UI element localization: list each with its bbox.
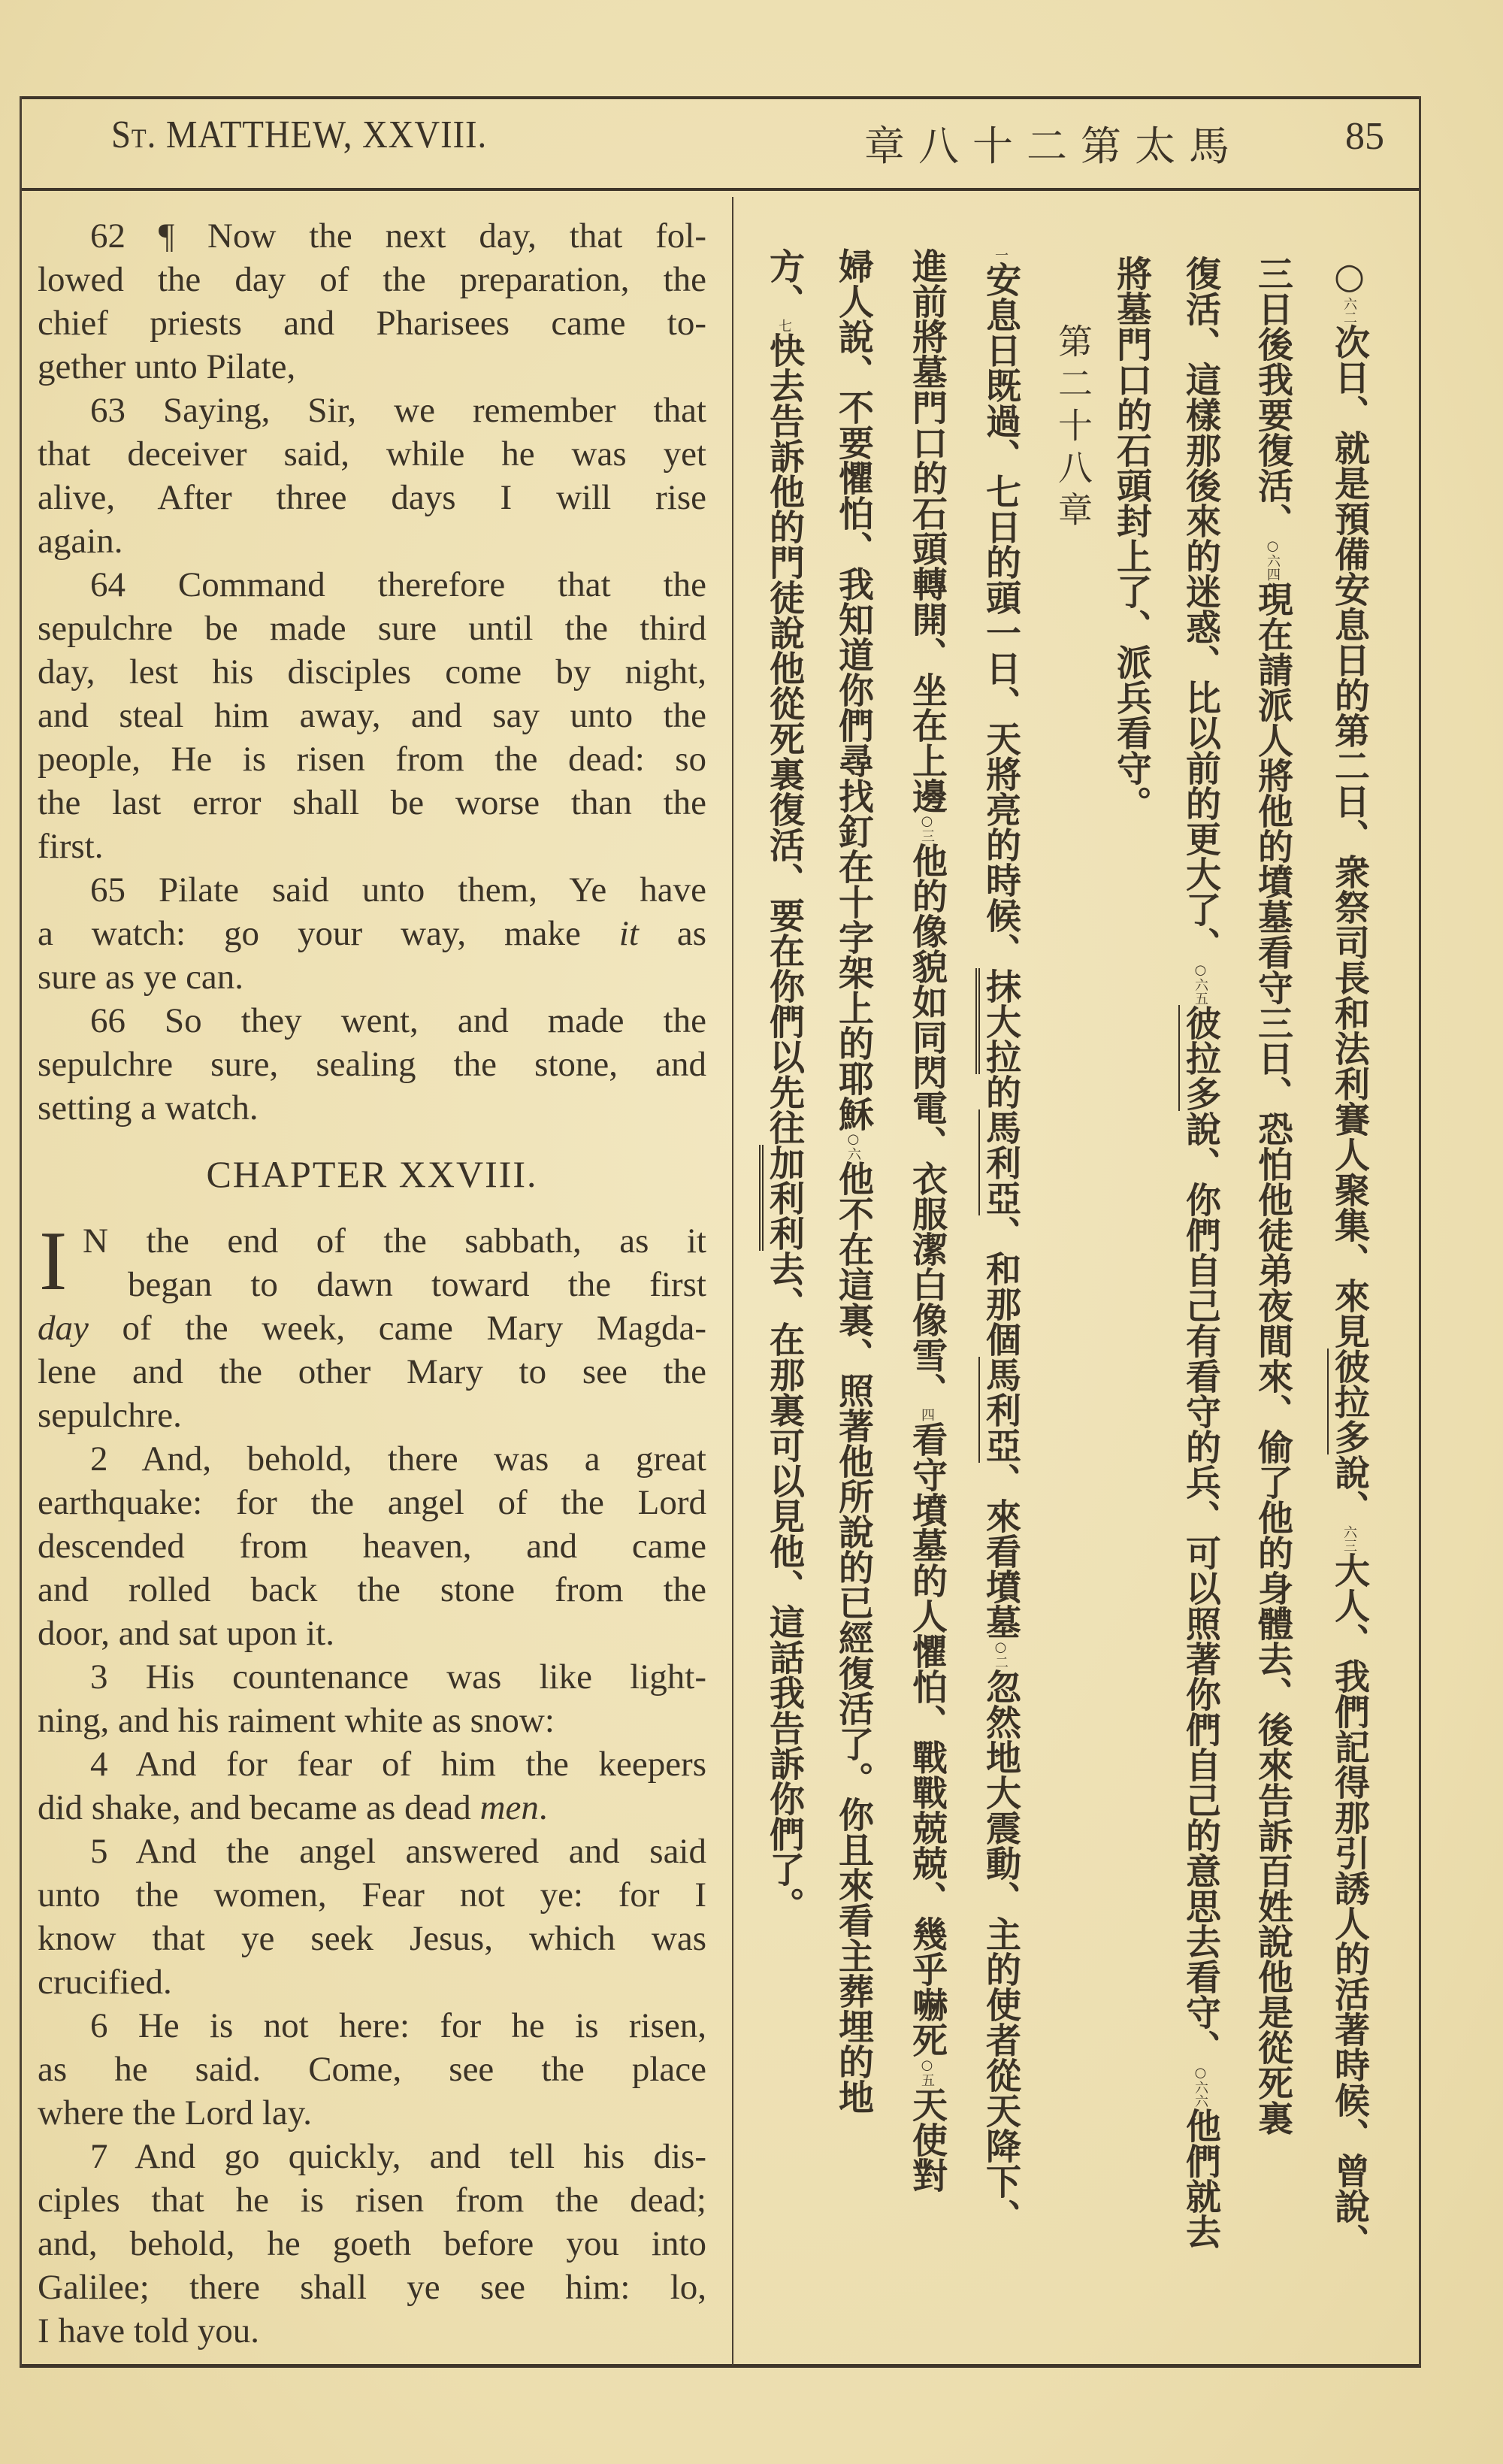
text-line: 6 He is not here: for he is risen, <box>90 2006 706 2045</box>
chinese-text: 復活、這樣那後來的迷惑、比以前的更大了、 <box>1180 256 1221 962</box>
verse-paragraph <box>38 1655 706 1742</box>
verse-paragraph <box>38 999 706 1130</box>
text-line: first. <box>38 827 104 866</box>
verse-paragraph <box>38 1742 706 1830</box>
text-line: 7 And go quickly, and tell his dis- <box>90 2137 706 2176</box>
chinese-text-column-line <box>761 248 806 1922</box>
verse-number-marker: 四 <box>919 1408 935 1421</box>
text-line: sure as ye can. <box>38 958 244 997</box>
frame-left-border <box>20 96 22 2366</box>
chinese-text: 說、你們自己有看守的兵、可以照著你們自己的意思去看守、 <box>1180 1111 1221 2065</box>
text-line: know that ye seek Jesus, which was <box>38 1919 706 1958</box>
chinese-text: 去、在那裏可以見他、這話我告訴你們了。 <box>764 1251 805 1922</box>
chapter-heading-english: CHAPTER XXVIII. <box>206 1153 538 1195</box>
text-line: I have told you. <box>38 2311 259 2350</box>
text-line: day of the week, came Mary Magda- <box>38 1309 706 1348</box>
proper-name: 馬利亞 <box>980 1109 1021 1215</box>
chinese-text: 安息日既過、七日的頭一日、天將亮的時候、 <box>980 262 1021 968</box>
verse-paragraph <box>38 868 706 999</box>
text-line: 63 Saying, Sir, we remember that <box>90 391 706 430</box>
verse-paragraph <box>38 2135 706 2353</box>
verse-paragraph <box>38 1830 706 2004</box>
verse-paragraph <box>38 1437 706 1655</box>
chinese-text-column-line <box>1178 256 1223 2249</box>
text-line: unto the women, Fear not ye: for I <box>38 1875 706 1915</box>
text-line: began to dawn toward the first <box>128 1265 706 1304</box>
frame-top-rule <box>20 96 1421 99</box>
chinese-text: 他不在這裏、照著他所說的已經復活了。你且來看主葬埋的地 <box>833 1161 874 2114</box>
chinese-text-column-line <box>1250 256 1295 2136</box>
verse-number-marker: ○三 <box>919 813 935 843</box>
chinese-text-column-line <box>1108 256 1154 821</box>
text-line: N the end of the sabbath, as it <box>83 1221 706 1261</box>
running-title-english: St. MATTHEW, XXVIII. <box>111 114 488 156</box>
verse-number-marker: ○六六 <box>1193 2065 1208 2108</box>
chinese-text-column-line <box>1326 256 1371 2259</box>
chinese-text: 方、 <box>764 248 805 319</box>
chinese-text: 、和那個 <box>980 1215 1021 1357</box>
chinese-text-column-line <box>830 248 875 2114</box>
text-line: 3 His countenance was like light- <box>90 1657 706 1697</box>
verse-number-marker: ○五 <box>919 2057 935 2087</box>
text-line: 64 Command therefore that the <box>90 565 706 604</box>
verse-number-marker: ○六四 <box>1265 538 1281 581</box>
chinese-text: 看守墳墓的人懼怕、戰戰兢兢、幾乎嚇死 <box>906 1421 948 2057</box>
text-line: sepulchre be made sure until the third <box>38 609 706 648</box>
text-line: ning, and his raiment white as snow: <box>38 1701 555 1740</box>
chinese-text: 他們就去 <box>1180 2108 1221 2249</box>
chinese-text: 快去告訴他的門徒說他從死裏復活、要在你們以先往 <box>764 332 805 1145</box>
verse-paragraph <box>38 1215 706 1437</box>
proper-name: 彼拉多 <box>1329 1349 1370 1454</box>
text-line: as he said. Come, see the place <box>38 2050 706 2089</box>
text-line: alive, After three days I will rise <box>38 478 706 517</box>
chinese-text-column-line <box>904 248 949 2193</box>
chinese-text: 將墓門口的石頭封上了、派兵看守。 <box>1111 256 1152 821</box>
text-line: lene and the other Mary to see the <box>38 1352 706 1391</box>
verse-number-marker: 六三 <box>1341 1525 1357 1552</box>
chinese-text: 、來看墳墓 <box>980 1463 1021 1639</box>
chinese-text: 次日、就是預備安息日的第二日、衆祭司長和法利賽人聚集、來見 <box>1329 324 1370 1349</box>
text-line: day, lest his disciples come by night, <box>38 652 706 692</box>
text-line: 62 ¶ Now the next day, that fol- <box>90 216 706 256</box>
chinese-text: 的 <box>980 1074 1021 1109</box>
verse-paragraph <box>38 214 706 389</box>
proper-name: 彼拉多 <box>1180 1005 1221 1111</box>
text-line: 4 And for fear of him the keepers <box>90 1745 706 1784</box>
chinese-text: 進前將墓門口的石頭轉開、坐在上邊 <box>906 248 948 813</box>
text-line: did shake, and became as dead men. <box>38 1788 548 1827</box>
column-divider <box>732 197 733 2366</box>
text-line: setting a watch. <box>38 1088 259 1128</box>
text-line: where the Lord lay. <box>38 2093 312 2133</box>
chinese-text: 說、 <box>1329 1454 1370 1525</box>
verse-paragraph <box>38 563 706 868</box>
italic-word: men <box>479 1788 539 1827</box>
chinese-text: 天使對 <box>906 2087 948 2193</box>
verse-number-marker: ○二 <box>993 1639 1009 1669</box>
text-line: descended from heaven, and came <box>38 1527 706 1566</box>
chinese-text: ○ <box>1329 256 1370 297</box>
proper-name: 抹大拉 <box>975 968 1021 1074</box>
chinese-text: 他的像貌如同閃電、衣服潔白像雪、 <box>906 843 948 1408</box>
verse-paragraph <box>38 2004 706 2135</box>
chinese-text: 大人、我們記得那引誘人的活著時候、曾說、 <box>1329 1552 1370 2259</box>
text-line: sepulchre sure, sealing the stone, and <box>38 1045 706 1084</box>
text-line: 66 So they went, and made the <box>90 1001 706 1040</box>
english-chapter-28-verses <box>38 1215 706 2353</box>
verse-number-marker: ○六五 <box>1193 962 1208 1005</box>
chinese-text: 忽然地大震動、主的使者從天降下、 <box>980 1669 1021 2234</box>
text-line: gether unto Pilate, <box>38 347 296 386</box>
english-text-column <box>38 214 706 2353</box>
header-rule <box>20 188 1421 191</box>
text-line: that deceiver said, while he was yet <box>38 434 706 474</box>
text-line: crucified. <box>38 1963 172 2002</box>
frame-right-border <box>1419 96 1421 2366</box>
verse-number-marker: 六二 <box>1341 297 1357 324</box>
text-line: Galilee; there shall ye see him: lo, <box>38 2268 706 2307</box>
text-line: 2 And, behold, there was a great <box>90 1439 706 1479</box>
page-number: 85 <box>1345 115 1384 158</box>
text-line: sepulchre. <box>38 1396 182 1435</box>
proper-name: 加利利 <box>759 1145 805 1251</box>
text-line: 65 Pilate said unto them, Ye have <box>90 870 706 910</box>
text-line: ciples that he is risen from the dead; <box>38 2181 706 2220</box>
verse-number-marker: ○六 <box>845 1131 861 1161</box>
text-line: again. <box>38 522 123 561</box>
text-line: door, and sat upon it. <box>38 1614 334 1653</box>
text-line: lowed the day of the preparation, the <box>38 260 706 299</box>
running-title-chinese: 章八十二第太馬 <box>864 123 1243 170</box>
text-line: and, behold, he goeth before you into <box>38 2224 706 2263</box>
chinese-text: 三日後我要復活、 <box>1252 256 1293 538</box>
text-line: a watch: go your way, make it as <box>38 914 706 953</box>
text-line: earthquake: for the angel of the Lord <box>38 1483 706 1522</box>
verse-number-marker: 七 <box>776 319 792 332</box>
italic-word: day <box>38 1309 89 1348</box>
verse-paragraph <box>38 389 706 563</box>
chinese-text-column-line <box>978 248 1023 2234</box>
text-line: people, He is risen from the dead: so <box>38 740 706 779</box>
text-line: the last error shall be worse than the <box>38 783 706 822</box>
italic-word: it <box>618 914 639 953</box>
chapter-heading-chinese: 第二十八章 <box>1053 323 1093 534</box>
text-line: and rolled back the stone from the <box>38 1570 706 1609</box>
drop-cap: I <box>39 1215 68 1308</box>
text-line: and steal him away, and say unto the <box>38 696 706 735</box>
chinese-text: 婦人說、不要懼怕、我知道你們尋找釘在十字架上的耶穌 <box>833 248 874 1131</box>
chinese-text: 現在請派人將他的墳墓看守三日、恐怕他徒弟夜間來、偷了他的身體去、後來告訴百姓說他是從死裏 <box>1252 581 1293 2136</box>
verse-number-marker: 一 <box>993 248 1009 262</box>
text-line: chief priests and Pharisees came to- <box>38 304 706 343</box>
text-line: 5 And the angel answered and said <box>90 1832 706 1871</box>
english-chapter-27-verses <box>38 214 706 1130</box>
proper-name: 馬利亞 <box>980 1357 1021 1463</box>
frame-bottom-rule <box>20 2364 1421 2368</box>
